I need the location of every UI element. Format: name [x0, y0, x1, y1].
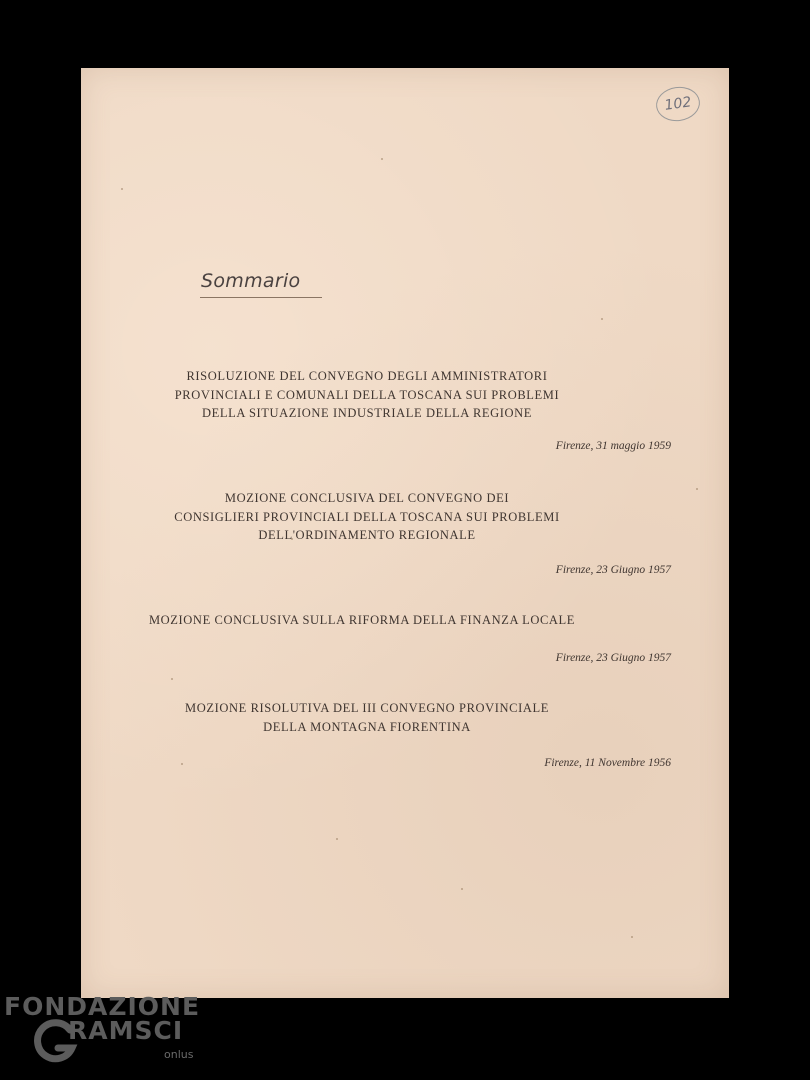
toc-entry-1-title: [165, 367, 569, 423]
toc-entry-line: DELLA SITUAZIONE INDUSTRIALE DELLA REGIONE: [201, 406, 532, 420]
paper-speck: [461, 888, 463, 890]
toc-entry-3-title: [145, 611, 579, 630]
folio-number: 102: [654, 84, 702, 124]
paper-speck: [171, 678, 173, 680]
toc-entry-line: RISOLUZIONE DEL CONVEGNO DEGLI AMMINISTRATORI: [186, 369, 548, 383]
toc-entry-line: PROVINCIALI E COMUNALI DELLA TOSCANA SUI PROBLEMI: [174, 387, 560, 402]
toc-entry-line: MOZIONE RISOLUTIVA DEL III CONVEGNO PROVINCIALE: [185, 701, 549, 715]
paper-speck: [381, 158, 383, 160]
toc-entry-line: CONSIGLIERI PROVINCIALI DELLA TOSCANA SUI PROBLEMI: [174, 509, 560, 524]
toc-entry-2-title: [165, 489, 569, 545]
toc-entry-4-title: [165, 699, 569, 736]
page-title: Sommario: [201, 270, 301, 292]
paper-speck: [336, 838, 338, 840]
toc-entry-line: MOZIONE CONCLUSIVA SULLA RIFORMA DELLA FINANZA LOCALE: [148, 613, 576, 627]
toc-entry-line: DELLA MONTAGNA FIORENTINA: [263, 719, 471, 734]
paper-speck: [631, 936, 633, 938]
toc-entry-line: DELL'ORDINAMENTO REGIONALE: [258, 528, 476, 542]
watermark-line2: RAMSCI: [68, 1016, 184, 1045]
toc-entry-3-date: Firenze, 23 Giugno 1957: [555, 652, 671, 664]
toc-entry-line: MOZIONE CONCLUSIVA DEL CONVEGNO DEI: [224, 491, 510, 505]
title-underline: [200, 297, 322, 298]
document-page: [81, 68, 729, 998]
watermark-suffix: onlus: [164, 1048, 194, 1061]
fondazione-gramsci-watermark: [4, 992, 204, 1078]
paper-speck: [601, 318, 603, 320]
paper-speck: [121, 188, 123, 190]
toc-entry-2-date: Firenze, 23 Giugno 1957: [555, 564, 671, 576]
paper-speck: [181, 763, 183, 765]
toc-entry-1-date: Firenze, 31 maggio 1959: [555, 440, 671, 452]
paper-speck: [696, 488, 698, 490]
watermark-line1: FONDAZIONE: [4, 992, 201, 1021]
toc-entry-4-date: Firenze, 11 Novembre 1956: [544, 757, 671, 769]
